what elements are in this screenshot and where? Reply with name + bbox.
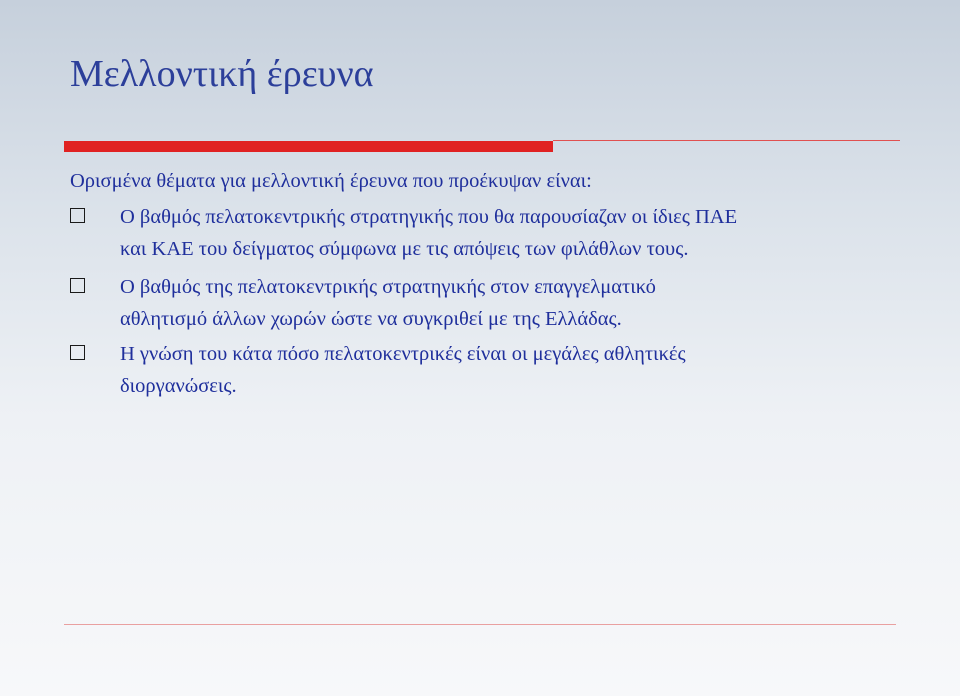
bullet-text <box>120 338 686 402</box>
square-outline-icon <box>70 345 85 360</box>
footer-divider <box>64 624 896 625</box>
intro-text: Ορισμένα θέματα για μελλοντική έρευνα που προέκυψαν είναι: <box>70 170 592 192</box>
bullet-line: Ο βαθμός της πελατοκεντρικής στρατηγικής στον επαγγελματικό <box>120 276 656 298</box>
title-divider <box>64 139 900 153</box>
bullet-line: και ΚΑΕ του δείγματος σύμφωνα με τις απόψεις των φιλάθλων τους. <box>120 238 689 260</box>
title-divider-line <box>553 140 900 141</box>
bullet-line: αθλητισμό άλλων χωρών ώστε να συγκριθεί με της Ελλάδας. <box>120 308 622 330</box>
bullet-line: Η γνώση του κάτα πόσο πελατοκεντρικές είναι οι μεγάλες αθλητικές <box>120 343 686 365</box>
bullet-line: διοργανώσεις. <box>120 375 237 397</box>
slide-title: Μελλοντική έρευνα <box>70 53 374 95</box>
bullet-text <box>120 271 656 335</box>
bullet-line: Ο βαθμός πελατοκεντρικής στρατηγικής που θα παρουσίαζαν οι ίδιες ΠΑΕ <box>120 206 738 228</box>
bullet-text <box>120 201 737 265</box>
square-outline-icon <box>70 208 85 223</box>
title-divider-accent <box>64 141 553 152</box>
square-outline-icon <box>70 278 85 293</box>
